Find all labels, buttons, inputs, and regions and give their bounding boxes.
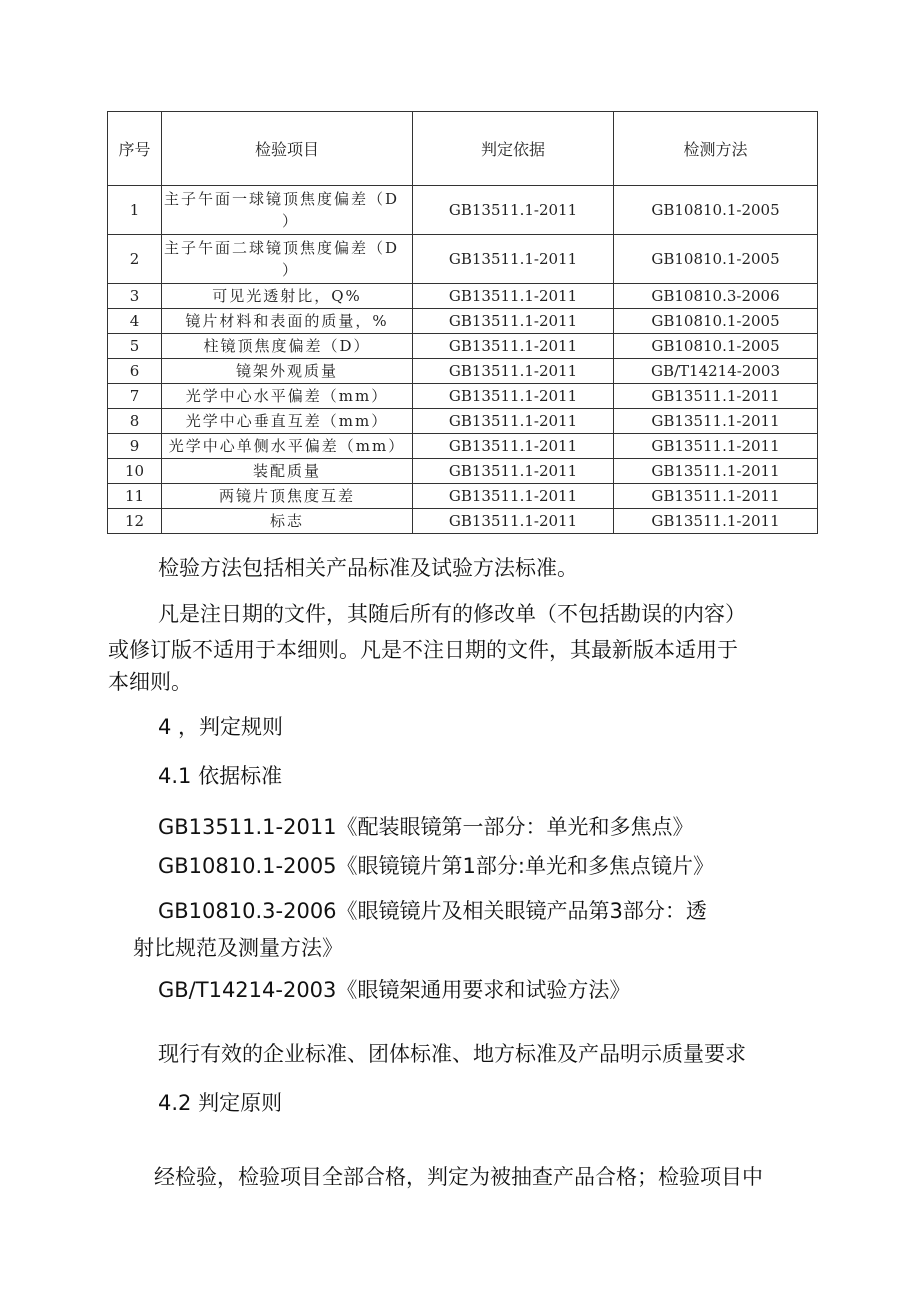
row-test-method: GB10810.1-2005 [614, 309, 818, 334]
table-row [108, 284, 818, 309]
row-judgement-basis: GB13511.1-2011 [413, 359, 614, 384]
paragraph-dated-docs-line-3: 本细则。 [108, 670, 192, 694]
row-test-method: GB13511.1-2011 [614, 384, 818, 409]
row-judgement-basis: GB13511.1-2011 [413, 434, 614, 459]
row-serial-no: 2 [108, 235, 162, 284]
paragraph-other-standards: 现行有效的企业标准、团体标准、地方标准及产品明示质量要求 [158, 1042, 746, 1066]
row-test-method: GB13511.1-2011 [614, 434, 818, 459]
section-heading-4-2: 4.2 判定原则 [158, 1091, 283, 1115]
row-serial-no: 1 [108, 186, 162, 235]
row-serial-no: 3 [108, 284, 162, 309]
row-judgement-basis: GB13511.1-2011 [413, 409, 614, 434]
standard-reference-1: GB13511.1-2011《配装眼镜第一部分：单光和多焦点》 [158, 815, 694, 839]
standard-reference-3-line-2: 射比规范及测量方法》 [133, 936, 343, 960]
row-judgement-basis: GB13511.1-2011 [413, 459, 614, 484]
row-serial-no: 12 [108, 509, 162, 534]
row-inspection-item: 标志 [162, 509, 413, 534]
row-test-method: GB13511.1-2011 [614, 409, 818, 434]
standard-reference-3-line-1: GB10810.3-2006《眼镜镜片及相关眼镜产品第3部分：透 [158, 899, 707, 923]
row-serial-no: 8 [108, 409, 162, 434]
row-test-method: GB10810.3-2006 [614, 284, 818, 309]
row-serial-no: 4 [108, 309, 162, 334]
standard-reference-4: GB/T14214-2003《眼镜架通用要求和试验方法》 [158, 978, 631, 1002]
table-row [108, 484, 818, 509]
header-inspection-item: 检验项目 [162, 112, 413, 186]
table-row [108, 235, 818, 284]
row-serial-no: 10 [108, 459, 162, 484]
row-test-method: GB13511.1-2011 [614, 509, 818, 534]
row-inspection-item: 柱镜顶焦度偏差（D） [162, 334, 413, 359]
row-test-method: GB10810.1-2005 [614, 186, 818, 235]
row-judgement-basis: GB13511.1-2011 [413, 484, 614, 509]
row-test-method: GB10810.1-2005 [614, 235, 818, 284]
row-inspection-item: 光学中心垂直互差（mm） [162, 409, 413, 434]
row-inspection-item: 光学中心水平偏差（mm） [162, 384, 413, 409]
paragraph-test-methods-note: 检验方法包括相关产品标准及试验方法标准。 [158, 556, 578, 580]
table-row [108, 186, 818, 235]
header-test-method: 检测方法 [614, 112, 818, 186]
row-serial-no: 9 [108, 434, 162, 459]
row-test-method: GB13511.1-2011 [614, 484, 818, 509]
row-inspection-item: 两镜片顶焦度互差 [162, 484, 413, 509]
row-judgement-basis: GB13511.1-2011 [413, 384, 614, 409]
row-inspection-item: 镜片材料和表面的质量，% [162, 309, 413, 334]
row-judgement-basis: GB13511.1-2011 [413, 284, 614, 309]
row-serial-no: 11 [108, 484, 162, 509]
table-row [108, 334, 818, 359]
row-judgement-basis: GB13511.1-2011 [413, 334, 614, 359]
row-inspection-item: 装配质量 [162, 459, 413, 484]
table-row [108, 359, 818, 384]
item-line-1: 主子午面一球镜顶焦度偏差（D [164, 190, 400, 208]
row-serial-no: 7 [108, 384, 162, 409]
table-header-row [108, 112, 818, 186]
section-heading-4: 4 ，判定规则 [158, 715, 284, 739]
row-judgement-basis: GB13511.1-2011 [413, 186, 614, 235]
row-serial-no: 6 [108, 359, 162, 384]
table-row [108, 309, 818, 334]
table-row [108, 409, 818, 434]
row-inspection-item [162, 186, 413, 235]
paragraph-dated-docs-line-1: 凡是注日期的文件，其随后所有的修改单（不包括勘误的内容） [158, 602, 746, 626]
section-heading-4-1: 4.1 依据标准 [158, 764, 283, 788]
row-test-method: GB/T14214-2003 [614, 359, 818, 384]
table-row [108, 384, 818, 409]
row-judgement-basis: GB13511.1-2011 [413, 509, 614, 534]
table-row [108, 434, 818, 459]
paragraph-dated-docs-line-2: 或修订版不适用于本细则。凡是不注日期的文件，其最新版本适用于 [108, 638, 738, 662]
header-serial-no: 序号 [108, 112, 162, 186]
inspection-items-table [107, 111, 818, 534]
header-judgement-basis: 判定依据 [413, 112, 614, 186]
row-serial-no: 5 [108, 334, 162, 359]
row-inspection-item: 镜架外观质量 [162, 359, 413, 384]
item-line-1: 主子午面二球镜顶焦度偏差（D [164, 239, 400, 257]
paragraph-judgement-principle: 经检验，检验项目全部合格，判定为被抽查产品合格；检验项目中 [154, 1165, 763, 1189]
table-row [108, 459, 818, 484]
row-test-method: GB13511.1-2011 [614, 459, 818, 484]
item-line-2: ） [282, 261, 300, 279]
row-judgement-basis: GB13511.1-2011 [413, 309, 614, 334]
row-test-method: GB10810.1-2005 [614, 334, 818, 359]
row-judgement-basis: GB13511.1-2011 [413, 235, 614, 284]
standard-reference-2: GB10810.1-2005《眼镜镜片第1部分:单光和多焦点镜片》 [158, 854, 714, 878]
row-inspection-item: 光学中心单侧水平偏差（mm） [162, 434, 413, 459]
row-inspection-item: 可见光透射比，Q% [162, 284, 413, 309]
item-line-2: ） [282, 212, 300, 230]
table-row [108, 509, 818, 534]
row-inspection-item [162, 235, 413, 284]
